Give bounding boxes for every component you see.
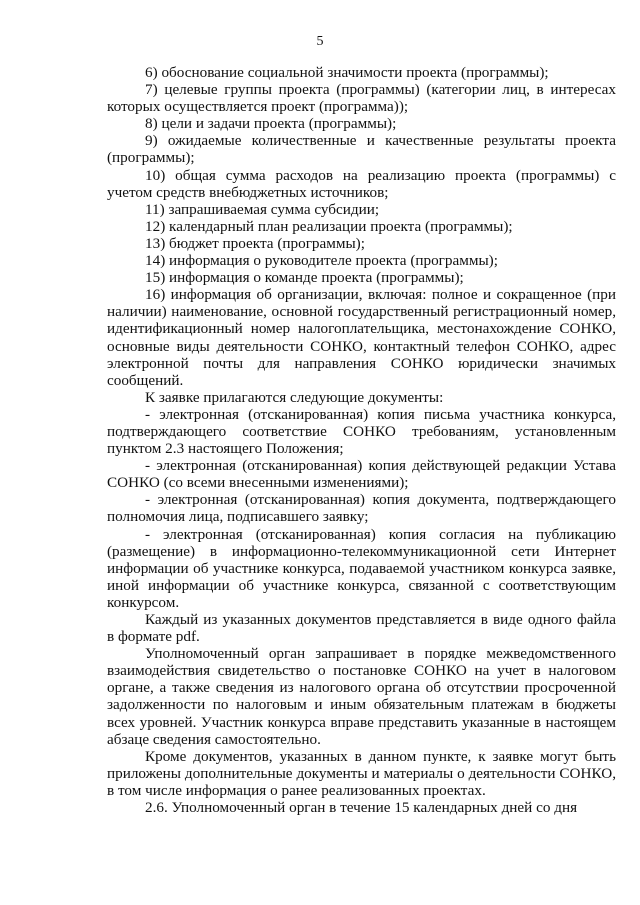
attachment-authority: - электронная (отсканированная) копия документа, подтверждающего полномочия лица, подписавшего заявку; [107, 491, 616, 526]
attachment-letter: - электронная (отсканированная) копия письма участника конкурса, подтверждающего соответствие СОНКО требованиям, установленным пунктом 2.3 настоящего Положения; [107, 405, 616, 458]
list-item-14: 14) информация о руководителе проекта (программы); [145, 252, 498, 270]
list-item-12: 12) календарный план реализации проекта (программы); [145, 217, 513, 235]
page-number: 5 [316, 34, 324, 49]
list-item-7: 7) целевые группы проекта (программы) (категории лиц, в интересах которых осуществляется проект (программа)); [107, 81, 616, 116]
list-item-13: 13) бюджет проекта (программы); [145, 234, 365, 252]
list-item-9: 9) ожидаемые количественные и качественные результаты проекта (программы); [107, 132, 616, 167]
list-item-16: 16) информация об организации, включая: полное и сокращенное (при наличии) наименование, основной государственный регистрационный номер, идентификационный номер налогоплательщика, местонахождение СОНКО, основные виды деятельности СОНКО, контактный телефон СОНКО, адрес электронной почты для направления СОНКО юридически значимых сообщений. [107, 286, 616, 389]
pdf-format-paragraph: Каждый из указанных документов представляется в виде одного файла в формате pdf. [107, 611, 616, 646]
attachments-intro: К заявке прилагаются следующие документы: [145, 388, 444, 406]
section-2-6-paragraph: 2.6. Уполномоченный орган в течение 15 календарных дней со дня [145, 799, 578, 817]
list-item-11: 11) запрашиваемая сумма субсидии; [145, 200, 380, 218]
attachment-charter: - электронная (отсканированная) копия действующей редакции Устава СОНКО (со всеми внесенными изменениями); [107, 457, 616, 492]
list-item-6: 6) обоснование социальной значимости проекта (программы); [145, 64, 549, 81]
list-item-15: 15) информация о команде проекта (программы); [145, 269, 464, 287]
list-item-10: 10) общая сумма расходов на реализацию проекта (программы) с учетом средств внебюджетных источников; [107, 166, 616, 201]
attachment-consent: - электронная (отсканированная) копия согласия на публикацию (размещение) в информационно-телекоммуникационной сети Интернет информации об участнике конкурса, подаваемой участником конкурса заявке, иной информации об участнике конкурса, связанной с соответствующим конкурсом. [107, 525, 616, 611]
list-item-8: 8) цели и задачи проекта (программы); [145, 115, 397, 133]
document-body [107, 64, 616, 816]
interagency-paragraph: Уполномоченный орган запрашивает в порядке межведомственного взаимодействия свидетельство о постановке СОНКО на учет в налоговом органе, а также сведения из налогового органа об отсутствии просроченной задолженности по налоговым и иным обязательным платежам в бюджеты всех уровней. Участник конкурса вправе представить указанные в настоящем абзаце сведения самостоятельно. [107, 645, 616, 748]
additional-documents-paragraph: Кроме документов, указанных в данном пункте, к заявке могут быть приложены дополнительные документы и материалы о деятельности СОНКО, в том числе информация о ранее реализованных проектах. [107, 747, 616, 799]
